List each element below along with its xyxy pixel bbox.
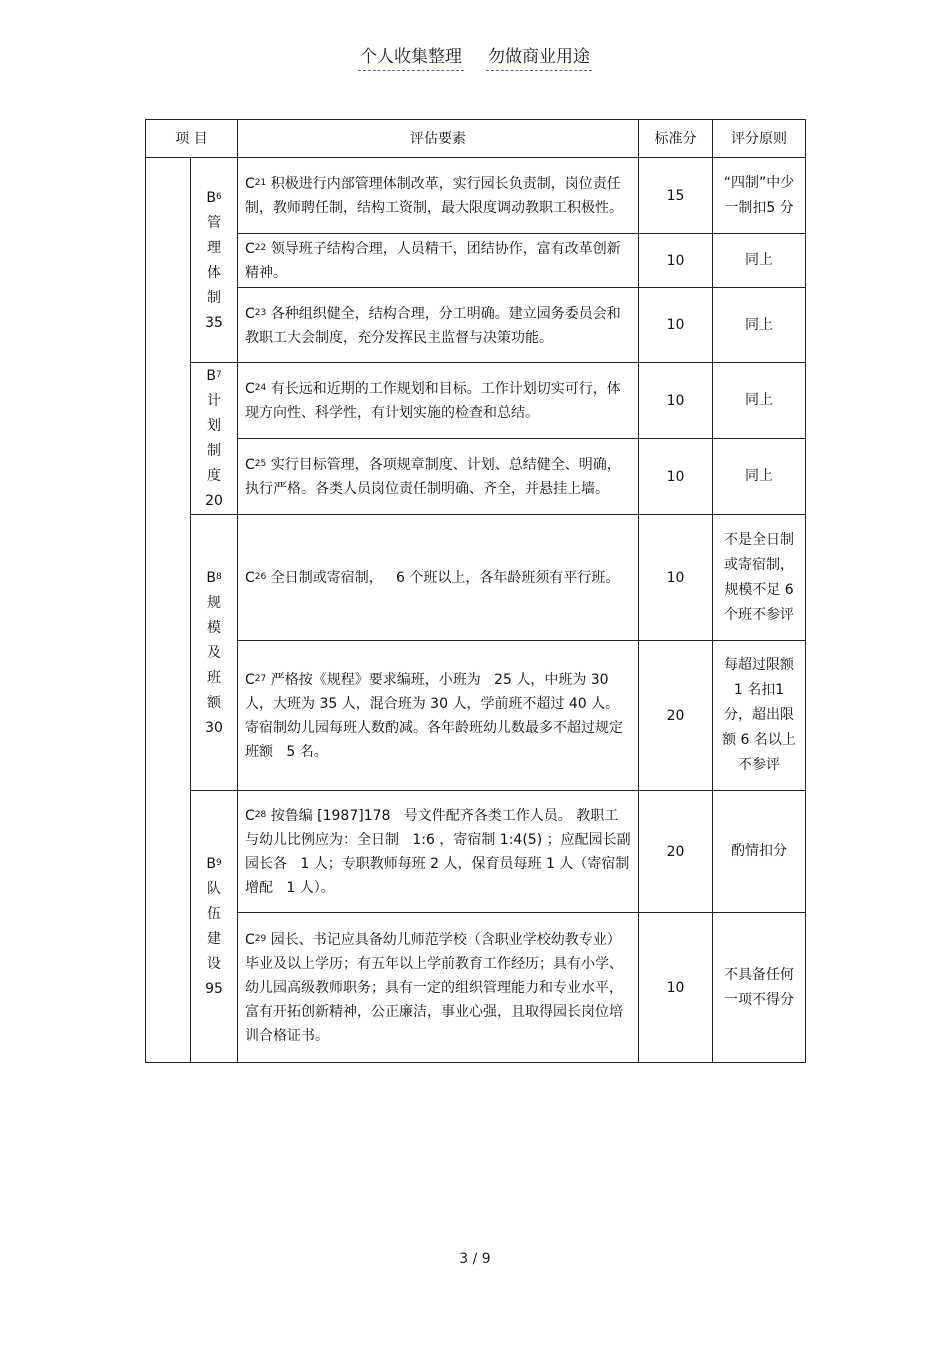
b-item-name-char: 计 bbox=[207, 393, 221, 409]
c-element-text: 严格按《规程》要求编班，小班为 25 人，中班为 30 人，大班为 35 人，混合班为 30 人，学前班不超过 40 人。寄宿制幼儿园每班人数酌减。各年龄班幼儿数最多不超过规定班额 5 名。 bbox=[245, 672, 624, 760]
c-element-cell bbox=[238, 913, 639, 1063]
table-row bbox=[146, 158, 806, 234]
c-element-subscript: 28 bbox=[254, 810, 267, 820]
b-item-cell bbox=[191, 158, 238, 363]
c-element-code: C bbox=[245, 305, 255, 322]
b-item-name-char: 班 bbox=[207, 669, 221, 686]
c-element-cell bbox=[238, 158, 639, 234]
scoring-rule-cell: 同上 bbox=[713, 288, 806, 363]
b-item-total: 95 bbox=[205, 981, 223, 997]
c-element-cell bbox=[238, 791, 639, 913]
b-item-subscript: 8 bbox=[215, 571, 222, 582]
table-row bbox=[146, 641, 806, 791]
header-score: 标准分 bbox=[639, 120, 713, 158]
b-item-total: 30 bbox=[205, 719, 223, 736]
c-element-cell bbox=[238, 363, 639, 439]
c-element-subscript: 23 bbox=[254, 307, 267, 318]
b-item-name-char: 体 bbox=[207, 264, 221, 281]
c-element-code: C bbox=[245, 672, 255, 688]
header-note-left: 个人收集整理 bbox=[358, 47, 464, 71]
b-item-name-char: 模 bbox=[207, 619, 221, 636]
header-rule: 评分原则 bbox=[713, 120, 806, 158]
b-item-subscript: 9 bbox=[215, 858, 222, 868]
c-element-subscript: 25 bbox=[254, 459, 267, 469]
b-item-name-char: 理 bbox=[207, 239, 221, 256]
c-element-cell bbox=[238, 234, 639, 288]
c-element-text: 园长、书记应具备幼儿师范学校（含职业学校幼教专业）毕业及以上学历；有五年以上学前教育工作经历；具有小学、幼儿园高级教师职务；具有一定的组织管理能力和专业水平，富有开拓创新精神，公正廉洁，事业心强，且取得园长岗位培训合格证书。 bbox=[245, 932, 624, 1044]
c-element-code: C bbox=[245, 457, 255, 473]
table-row bbox=[146, 439, 806, 515]
b-item-name-char: 额 bbox=[207, 694, 221, 711]
c-element-subscript: 24 bbox=[254, 383, 267, 393]
c-element-subscript: 27 bbox=[254, 674, 267, 684]
b-item-cell bbox=[191, 515, 238, 791]
table-row bbox=[146, 515, 806, 641]
scoring-rule-cell: 不是全日制或寄宿制，规模不足 6 个班不参评 bbox=[713, 515, 806, 641]
standard-score-cell: 10 bbox=[639, 515, 713, 641]
scoring-rule-cell: 同上 bbox=[713, 439, 806, 515]
table-header-row bbox=[146, 120, 806, 158]
b-item-name-char: 建 bbox=[207, 931, 221, 947]
scoring-rule-cell: 每超过限额 1 名扣1 分，超出限额 6 名以上不参评 bbox=[713, 641, 806, 791]
scoring-rule-cell: 同上 bbox=[713, 234, 806, 288]
standard-score-cell: 10 bbox=[639, 288, 713, 363]
c-element-text: 各种组织健全，结构合理，分工明确。建立园务委员会和教职工大会制度，充分发挥民主监督与决策功能。 bbox=[245, 305, 621, 346]
table-body bbox=[146, 158, 806, 1063]
evaluation-table bbox=[145, 119, 806, 1063]
standard-score-cell: 10 bbox=[639, 234, 713, 288]
table-row bbox=[146, 791, 806, 913]
standard-score-cell: 10 bbox=[639, 913, 713, 1063]
b-item-code: B bbox=[206, 368, 216, 384]
c-element-cell bbox=[238, 515, 639, 641]
standard-score-cell: 20 bbox=[639, 791, 713, 913]
c-element-text: 领导班子结构合理，人员精干，团结协作，富有改革创新精神。 bbox=[245, 241, 621, 281]
category-blank-cell bbox=[146, 158, 191, 1063]
c-element-code: C bbox=[245, 932, 255, 948]
c-element-cell bbox=[238, 439, 639, 515]
b-item-total: 35 bbox=[205, 314, 223, 331]
c-element-subscript: 21 bbox=[254, 178, 267, 188]
c-element-text: 积极进行内部管理体制改革，实行园长负责制，岗位责任制，教师聘任制，结构工资制，最大限度调动教职工积极性。 bbox=[245, 176, 624, 216]
c-element-code: C bbox=[245, 570, 255, 586]
b-item-name-char: 度 bbox=[207, 468, 221, 484]
b-item-subscript: 6 bbox=[215, 191, 222, 202]
c-element-text: 实行目标管理，各项规章制度、计划、总结健全、明确，执行严格。各类人员岗位责任制明确、齐全，并悬挂上墙。 bbox=[245, 457, 621, 497]
b-item-subscript: 7 bbox=[215, 370, 222, 380]
b-item-name-char: 设 bbox=[207, 956, 221, 972]
b-item-name-char: 制 bbox=[207, 289, 221, 306]
table-row bbox=[146, 288, 806, 363]
b-item-name-char: 规 bbox=[207, 594, 221, 611]
b-item-name-char: 管 bbox=[207, 214, 221, 231]
header-elements: 评估要素 bbox=[238, 120, 639, 158]
scoring-rule-cell: 同上 bbox=[713, 363, 806, 439]
b-item-total: 20 bbox=[205, 493, 223, 509]
b-item-name-char: 及 bbox=[207, 644, 221, 661]
c-element-code: C bbox=[245, 176, 255, 192]
b-item-cell bbox=[191, 363, 238, 515]
header-item: 项 目 bbox=[146, 120, 238, 158]
c-element-cell bbox=[238, 288, 639, 363]
b-item-code: B bbox=[206, 189, 216, 206]
c-element-subscript: 26 bbox=[254, 572, 267, 582]
c-element-subscript: 22 bbox=[254, 243, 267, 253]
table-row bbox=[146, 234, 806, 288]
c-element-code: C bbox=[245, 808, 255, 824]
scoring-rule-cell: 酌情扣分 bbox=[713, 791, 806, 913]
b-item-code: B bbox=[206, 856, 216, 872]
page-number: 3 / 9 bbox=[459, 1251, 491, 1267]
c-element-code: C bbox=[245, 381, 255, 397]
scoring-rule-cell: 不具备任何一项不得分 bbox=[713, 913, 806, 1063]
header-note-right: 勿做商业用途 bbox=[486, 47, 592, 71]
c-element-cell bbox=[238, 641, 639, 791]
b-item-name-char: 划 bbox=[207, 418, 221, 434]
c-element-text: 按鲁编 [1987]178 号文件配齐各类工作人员。 教职工与幼儿比例应为：全日制 1:6 ，寄宿制 1:4(5) ；应配园长副园长各 1 人；专职教师每班 2 人，保育员每班 1 人（寄宿制增配 1 人）。 bbox=[245, 808, 631, 896]
c-element-subscript: 29 bbox=[254, 934, 267, 944]
b-item-code: B bbox=[206, 569, 216, 586]
standard-score-cell: 15 bbox=[639, 158, 713, 234]
c-element-code: C bbox=[245, 241, 255, 257]
standard-score-cell: 10 bbox=[639, 439, 713, 515]
table-row bbox=[146, 363, 806, 439]
table-row bbox=[146, 913, 806, 1063]
b-item-name-char: 伍 bbox=[207, 906, 221, 922]
b-item-name-char: 制 bbox=[207, 443, 221, 459]
scoring-rule-cell: “四制”中少一制扣5 分 bbox=[713, 158, 806, 234]
c-element-text: 全日制或寄宿制， 6 个班以上，各年龄班须有平行班。 bbox=[266, 570, 620, 586]
standard-score-cell: 20 bbox=[639, 641, 713, 791]
b-item-name-char: 队 bbox=[207, 881, 221, 897]
b-item-cell bbox=[191, 791, 238, 1063]
c-element-text: 有长远和近期的工作规划和目标。工作计划切实可行，体现方向性、科学性，有计划实施的检查和总结。 bbox=[245, 381, 621, 421]
header-note bbox=[0, 42, 950, 67]
standard-score-cell: 10 bbox=[639, 363, 713, 439]
